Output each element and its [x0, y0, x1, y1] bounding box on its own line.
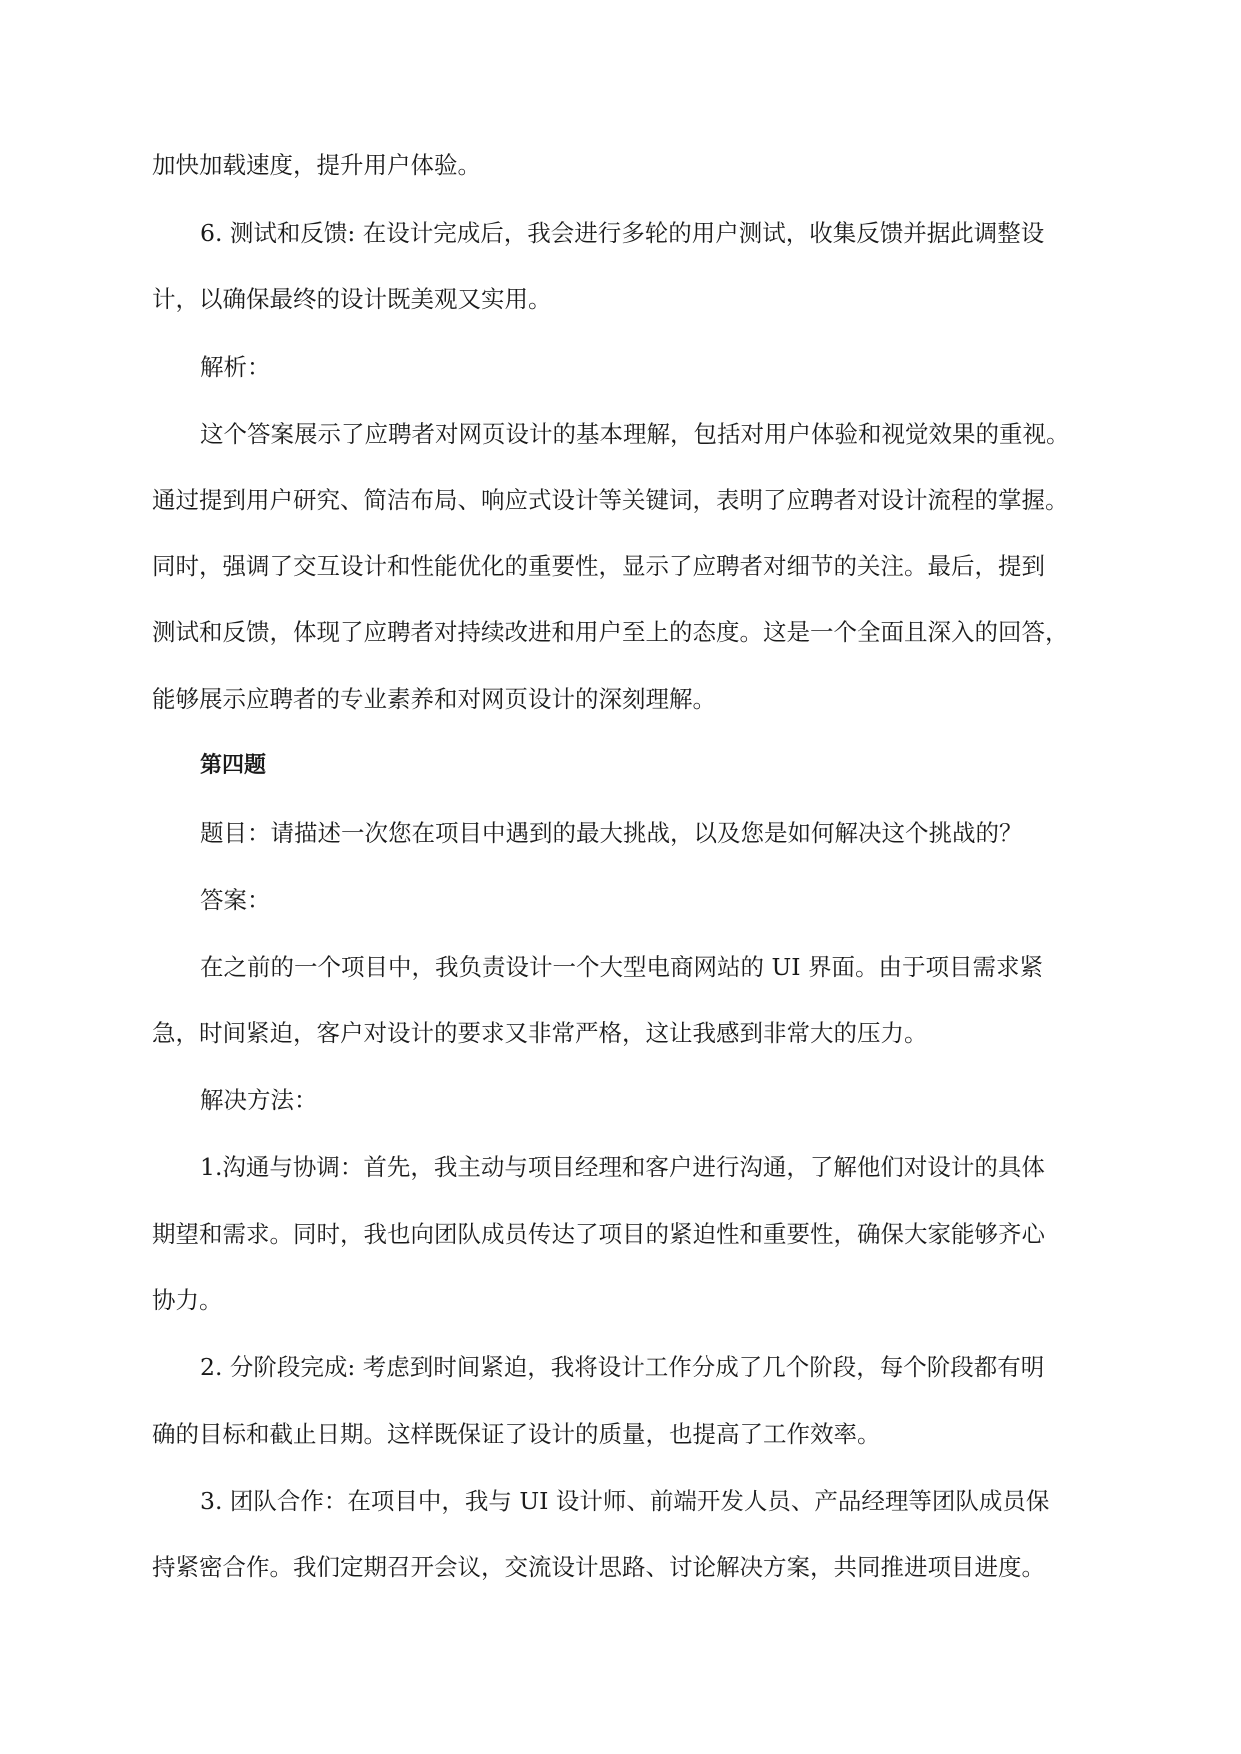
paragraph-line: 2. 分阶段完成: 考虑到时间紧迫，我将设计工作分成了几个阶段，每个阶段都有明 — [200, 1353, 1045, 1381]
paragraph-line: 同时，强调了交互设计和性能优化的重要性，显示了应聘者对细节的关注。最后，提到 — [152, 552, 1045, 580]
section-label: 解决方法： — [200, 1086, 318, 1114]
paragraph-line: 3. 团队合作：在项目中，我与 UI 设计师、前端开发人员、产品经理等团队成员保 — [200, 1487, 1050, 1515]
paragraph-line: 在之前的一个项目中，我负责设计一个大型电商网站的 UI 界面。由于项目需求紧 — [200, 953, 1044, 981]
paragraph-line: 通过提到用户研究、简洁布局、响应式设计等关键词，表明了应聘者对设计流程的掌握。 — [152, 486, 1069, 514]
paragraph-line: 急，时间紧迫，客户对设计的要求又非常严格，这让我感到非常大的压力。 — [152, 1019, 928, 1047]
paragraph-line: 计，以确保最终的设计既美观又实用。 — [152, 285, 552, 313]
section-label: 解析： — [200, 353, 271, 381]
section-label: 答案： — [200, 886, 271, 914]
paragraph-line: 期望和需求。同时，我也向团队成员传达了项目的紧迫性和重要性，确保大家能够齐心 — [152, 1220, 1045, 1248]
paragraph-line: 加快加载速度，提升用户体验。 — [152, 151, 481, 179]
paragraph-line: 1.沟通与协调：首先，我主动与项目经理和客户进行沟通，了解他们对设计的具体 — [200, 1153, 1045, 1181]
paragraph-line: 协力。 — [152, 1286, 223, 1314]
section-heading: 第四题 — [200, 753, 267, 778]
paragraph-line: 确的目标和截止日期。这样既保证了设计的质量，也提高了工作效率。 — [152, 1420, 881, 1448]
paragraph-line: 这个答案展示了应聘者对网页设计的基本理解，包括对用户体验和视觉效果的重视。 — [200, 420, 1070, 448]
paragraph-line: 测试和反馈，体现了应聘者对持续改进和用户至上的态度。这是一个全面且深入的回答， — [152, 618, 1069, 646]
paragraph-line: 6. 测试和反馈: 在设计完成后，我会进行多轮的用户测试，收集反馈并据此调整设 — [200, 219, 1045, 247]
paragraph-line: 持紧密合作。我们定期召开会议，交流设计思路、讨论解决方案，共同推进项目进度。 — [152, 1553, 1045, 1581]
question-line: 题目：请描述一次您在项目中遇到的最大挑战，以及您是如何解决这个挑战的？ — [200, 819, 1023, 847]
paragraph-line: 能够展示应聘者的专业素养和对网页设计的深刻理解。 — [152, 685, 716, 713]
